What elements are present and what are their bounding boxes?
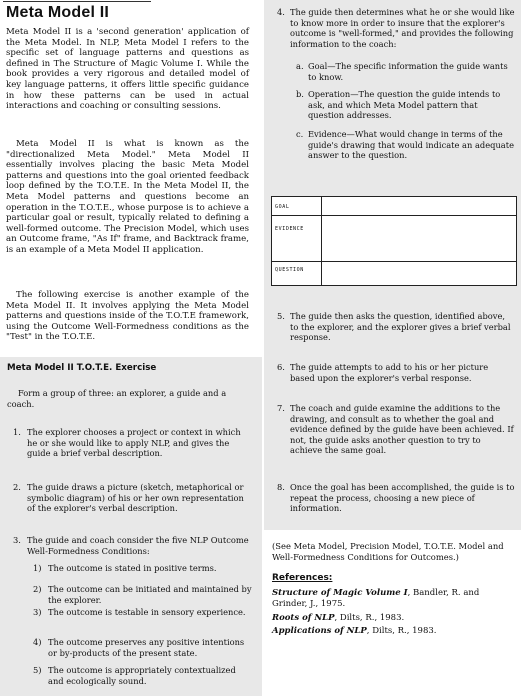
- step-number: 3.: [13, 535, 21, 545]
- step-number: 8.: [277, 482, 285, 492]
- step-text: The guide then asks the question, identified above, to the explorer, and the explorer gives a brief verbal response.: [290, 311, 511, 343]
- step-number: 7.: [277, 403, 285, 413]
- condition-text: The outcome is testable in sensory experience.: [48, 607, 246, 617]
- sub-item-letter: c.: [296, 129, 304, 139]
- reference-work: Roots of NLP: [272, 613, 335, 623]
- reference-entry: [272, 613, 517, 624]
- condition-number: 2): [33, 584, 42, 594]
- intro-paragraph-2: Meta Model II is what is known as the "directionalized Meta Model." Meta Model II essentially involves placing the basic Meta Model patterns and questions into the goal oriented feedback loop defined by the T.O.T.E. In the Meta Model II, the Meta Model patterns and questions become an operation in the T.O.T.E., whose purpose is to achieve a particular goal or result, typically related to defining a well-formed outcome. The Precision Model, which uses an Outcome frame, "As If" frame, and Backtrack frame, is an example of a Meta Model II application.: [6, 139, 249, 255]
- reference-details: , Dilts, R., 1983.: [366, 626, 437, 636]
- reference-details: , Dilts, R., 1983.: [334, 613, 405, 623]
- condition-number: 1): [33, 563, 42, 573]
- exercise-intro: Form a group of three: an explorer, a guide and a coach.: [7, 388, 227, 409]
- table-label-goal: GOAL: [275, 204, 290, 210]
- tote-worksheet-table: [271, 196, 517, 286]
- sub-item-letter: a.: [296, 61, 304, 71]
- condition-text: The outcome is appropriately contextualized and ecologically sound.: [48, 665, 236, 686]
- table-row-line: [272, 261, 516, 262]
- sub-item-text: Operation—The question the guide intends to ask, and which Meta Model pattern that question addresses.: [308, 89, 501, 121]
- table-label-evidence: EVIDENCE: [275, 226, 304, 232]
- condition-text: The outcome preserves any positive intentions or by-products of the present state.: [48, 637, 245, 658]
- condition-text: The outcome can be initiated and maintained by the explorer.: [48, 584, 252, 605]
- step-text: The explorer chooses a project or context in which he or she would like to apply NLP, and gives the guide a brief verbal description.: [27, 427, 241, 459]
- condition-number: 3): [33, 607, 42, 617]
- title-rule: [3, 1, 151, 2]
- step-number: 1.: [13, 427, 21, 437]
- table-row-line: [272, 215, 516, 216]
- table-divider: [321, 197, 322, 285]
- step-text: The guide draws a picture (sketch, metaphorical or symbolic diagram) of his or her own representation of the explorer's verbal description.: [27, 482, 244, 514]
- condition-number: 4): [33, 637, 42, 647]
- sub-item-text: Goal—The specific information the guide wants to know.: [308, 61, 508, 82]
- condition-text: The outcome is stated in positive terms.: [48, 563, 217, 573]
- table-label-question: QUESTION: [275, 267, 304, 273]
- step-number: 4.: [277, 7, 285, 17]
- step-number: 5.: [277, 311, 285, 321]
- see-also-note: (See Meta Model, Precision Model, T.O.T.E. Model and Well-Formedness Conditions for Outcomes.): [272, 541, 504, 562]
- step-number: 6.: [277, 362, 285, 372]
- intro-paragraph-3: The following exercise is another example of the Meta Model II. It involves applying the Meta Model patterns and questions inside of the T.O.T.E framework, using the Outcome Well-Formedness conditions as the "Test" in the T.O.T.E.: [6, 290, 249, 343]
- reference-work: Applications of NLP: [272, 626, 367, 636]
- sub-item-letter: b.: [296, 89, 304, 99]
- sub-item-text: Evidence—What would change in terms of the guide's drawing that would indicate an adequate answer to the question.: [308, 129, 514, 161]
- reference-work: Structure of Magic Volume I: [272, 588, 408, 598]
- reference-entry: [272, 626, 517, 637]
- references-heading: References:: [272, 573, 333, 583]
- condition-number: 5): [33, 665, 42, 675]
- intro-paragraph-1: Meta Model II is a 'second generation' application of the Meta Model. In NLP, Meta Model I refers to the specific set of language patterns and questions as defined in The Structure of Magic Volume I. While the book provides a very rigorous and detailed model of key language patterns, it offers little specific guidance in how these patterns can be used in actual interactions and coaching or consulting sessions.: [6, 27, 249, 112]
- exercise-title: Meta Model II T.O.T.E. Exercise: [7, 363, 157, 373]
- step-text: The guide then determines what he or she would like to know more in order to insure that the explorer's outcome is "well-formed," and provides the following information to the coach:: [290, 7, 515, 49]
- step-number: 2.: [13, 482, 21, 492]
- reference-entry: [272, 588, 517, 610]
- reference-details: , Bandler, R. and Grinder, J., 1975.: [272, 588, 480, 609]
- step-text: Once the goal has been accomplished, the guide is to repeat the process, choosing a new piece of information.: [290, 482, 515, 514]
- step-text: The guide and coach consider the five NLP Outcome Well-Formedness Conditions:: [27, 535, 249, 556]
- page-title: Meta Model II: [6, 4, 110, 21]
- step-text: The guide attempts to add to his or her picture based upon the explorer's verbal response.: [290, 362, 489, 383]
- step-text: The coach and guide examine the additions to the drawing, and consult as to whether the goal and evidence defined by the guide have been achieved. If not, the guide asks another question to try to achieve the same goal.: [290, 403, 514, 456]
